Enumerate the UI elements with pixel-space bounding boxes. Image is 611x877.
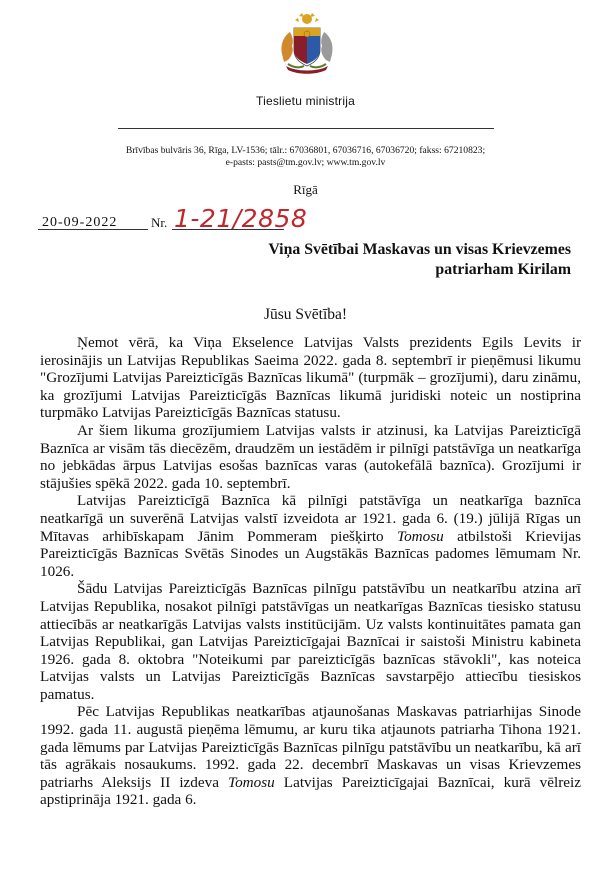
date-underline [38,229,148,230]
document-date: 20-09-2022 [42,215,118,230]
ministry-name: Tieslietu ministrija [256,94,355,108]
salutation: Jūsu Svētība! [263,306,348,323]
addressee-line-1: Viņa Svētībai Maskavas un visas Krievzemes [268,241,571,258]
italic-term: Tomosu [397,527,444,545]
addressee-line-2: patriarham Kirilam [435,261,571,278]
number-underline [172,229,284,230]
paragraph-2: Ar šiem likuma grozījumiem Latvijas valsts ir atzinusi, ka Latvijas Pareizticīgā Baznīca ar visām tās diecēzēm, draudzēm un iestādēm ir pilnīgi patstāvīga un neatkarīga no jebkādas ārpus Latvijas esošas baznīcas varas (autokefālā baznīca). Grozījumi ir stājušies spēkā 2022. gada 10. septembrī. [40,421,581,492]
paragraph-4: Šādu Latvijas Pareizticīgās Baznīcas pilnīgu patstāvību un neatkarību atzina arī Latvijas Republika, nosakot pilnīgi patstāvīgas un neatkarīgas Baznīcas tiesisko statusu attiecībās ar neatkarīgās Latvijas valsts institūcijām. Uz valsts kontinuitātes pamata gan Latvijas Republikai, gan Latvijas Pareizticīgajai Baznīcai ir saistoši Ministru kabineta 1926. gada 8. oktobra "Noteikumi par pareizticīgās baznīcas stāvokli", kas noteica Latvijas valsts un Latvijas Pareizticīgās Baznīcas savstarpējo attiecību tiesiskos pamatus. [40,580,581,703]
header-divider [118,128,494,129]
paragraph-5: Pēc Latvijas Republikas neatkarības atjaunošanas Maskavas patriarhijas Sinode 1992. gada 11. augustā pieņēma lēmumu, ar kuru tika atjaunots patriarha Tihona 1921. gada lēmums par Latvijas Pareizticīgās Baznīcas pilnīgu patstāvību un neatkarību, kā arī tās agrākais nosaukums. 1992. gada 22. decembrī Maskavas un visas Krievzemes patriarhs Aleksijs II izdeva Tomosu Latvijas Pareizticīgajai Baznīcai, kurā vēlreiz apstiprināja 1921. gada 6. [40,703,581,809]
paragraph-3: Latvijas Pareizticīgā Baznīca kā pilnīgi patstāvīga un neatkarīga baznīca neatkarīgā un suverēnā Latvijas valstī izveidota ar 1921. gada 6. (19.) jūlijā Rīgas un Mītavas arhibīskapam Jānim Pommeram piešķirto Tomosu atbilstoši Krievijas Pareizticīgās Baznīcas Svētās Sinodes un Augstākās Baznīcas padomes lēmumam Nr. 1026. [40,492,581,580]
latvia-coat-of-arms-icon [278,10,336,78]
document-number: 1-21/2858 [174,204,308,233]
address-line-2: e-pasts: pasts@tm.gov.lv; www.tm.gov.lv [225,157,386,168]
addressee-block [268,240,571,280]
address-line-1: Brīvības bulvāris 36, Rīga, LV-1536; tālr.: 67036801, 67036716, 67036720; fakss: 67210823; [125,145,486,156]
letter-body [40,334,581,809]
paragraph-1: Ņemot vērā, ka Viņa Ekselence Latvijas Valsts prezidents Egils Levits ir ierosinājis un Latvijas Republikas Saeima 2022. gada 8. septembrī ir pieņēmusi likumu "Grozījumi Latvijas Pareizticīgās Baznīcas likumā" (turpmāk – grozījumi), daru zināmu, ka grozījumi Latvijas Pareizticīgās Baznīcas likumā juridiski noteic un nostiprina turpmāko Latvijas Pareizticīgās Baznīcas statusu. [40,334,581,422]
italic-term: Tomosu [228,773,275,791]
number-label: Nr. [151,215,168,230]
place-of-issue: Rīgā [293,182,318,197]
